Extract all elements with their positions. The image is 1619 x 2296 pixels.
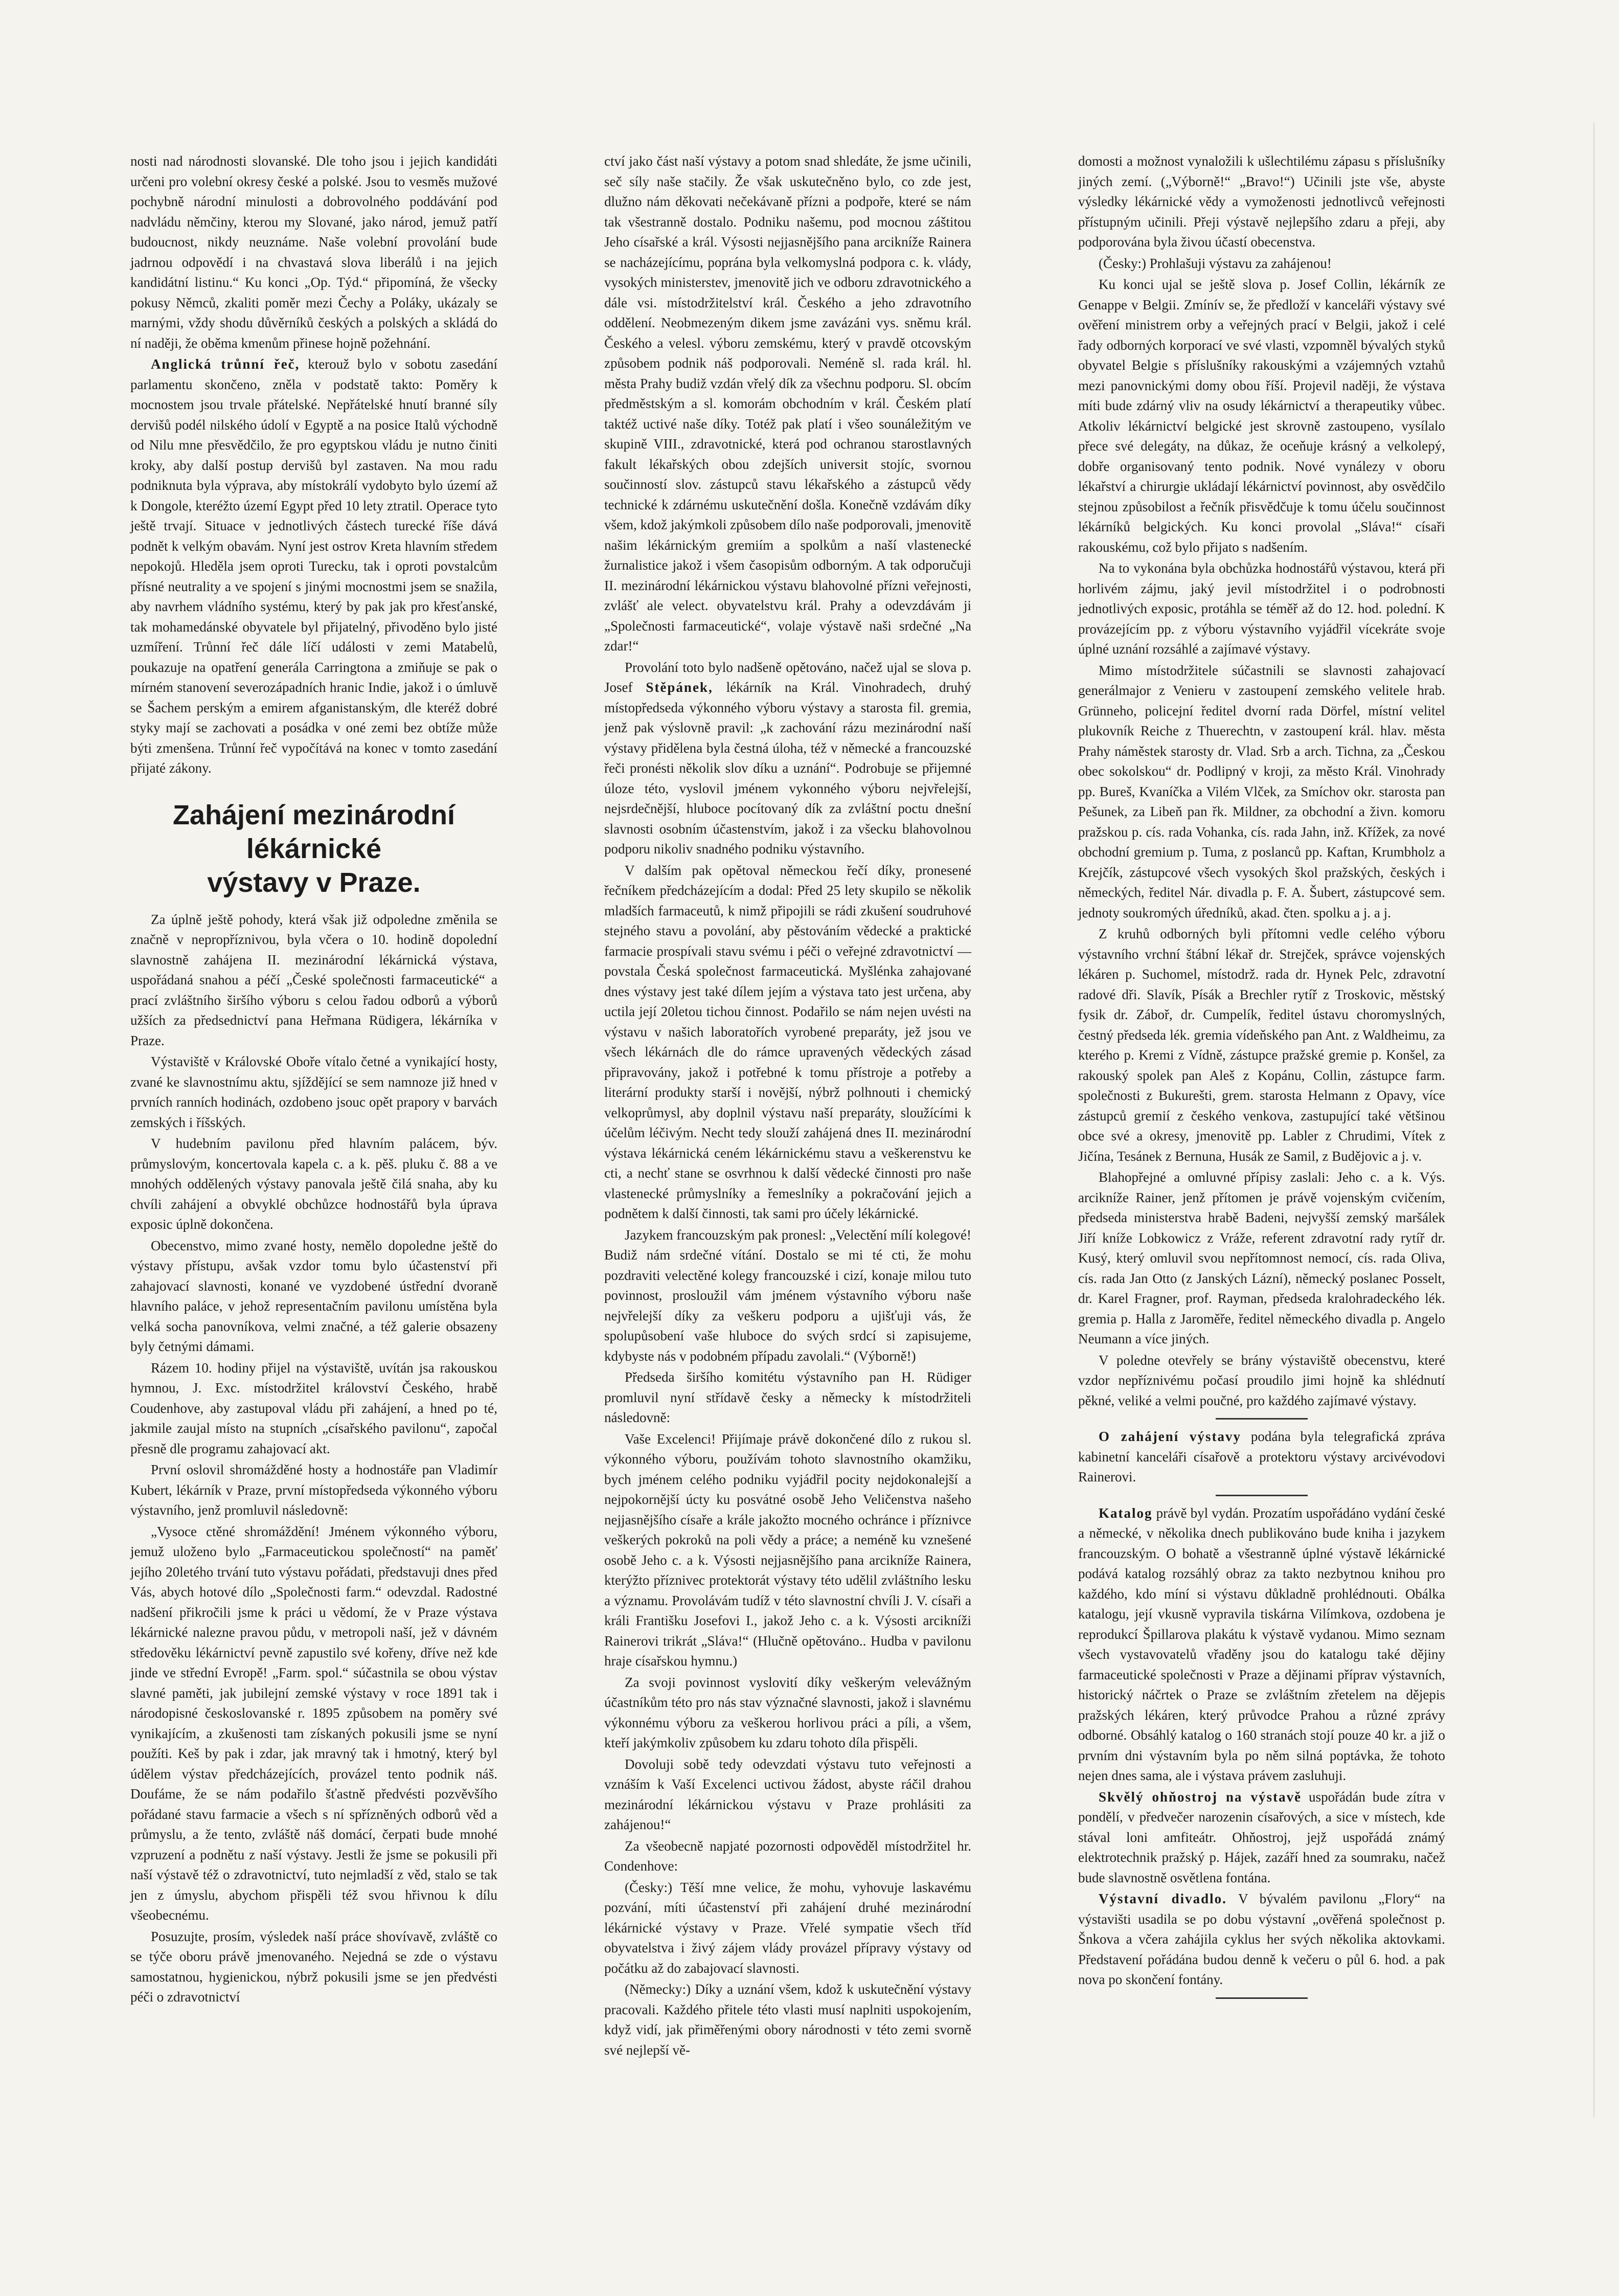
- news-item: [1078, 1503, 1445, 1786]
- section-divider: [1216, 1418, 1308, 1420]
- paragraph: Za úplně ještě pohody, která však již odpoledne změnila se značně v nepropříznivou, byla včera o 10. hodině dopolední slavnostně zahájena II. mezinárodní lékárnická výstava, uspořádaná snahou a péčí „České společnosti farmaceutické“ a prací zvláštního širšího výboru s celou řadou odborů a výborů užších za předsednictví pana Heřmana Rüdigera, lékárníka v Praze.: [130, 911, 497, 1048]
- paragraph: Posuzujte, prosím, výsledek naší práce shovívavě, zvláště co se týče oboru právě jmenovaného. Nejedná se zde o výstavu samostatnou, hygienickou, nýbrž pokusili jsme se jen předvésti péči o zdravotnictví: [130, 1928, 497, 2005]
- paragraph: Obecenstvo, mimo zvané hosty, nemělo dopoledne ještě do výstavy přístupu, avšak vzdor tomu bylo účastenství při zahajovací slavnosti, konané ve vyzdobené ústřední dvoraně hlavního paláce, v jehož representačním pavilonu umístěna byla velká socha panovníkova, velmi značné, a též galerie obsazeny byly četnými dámami.: [130, 1237, 497, 1354]
- paragraph: [604, 658, 971, 860]
- paragraph: V hudebním pavilonu před hlavním palácem, býv. průmyslovým, koncertovala kapela c. a k. pěš. pluku č. 88 a ve mnohých oddělených výstavy panovala ještě čilá snaha, aby ku chvíli zahájení a obvyklé obchůzce hodnostářů byla úprava exposic úplně dokončena.: [130, 1136, 497, 1232]
- column-middle: [604, 151, 971, 2060]
- paragraph: Blahopřejné a omluvné přípisy zaslali: Jeho c. a k. Výs. arcikníže Rainer, jenž přítomen je právě vojenským cvičením, předseda ministerstva hrabě Badeni, nejvyšší zemský maršálek Jiří kníže Lobkowicz z Vráže, referent zdravotní rady rytíř dr. Kusý, který omluvil svou nepřítomnost nemocí, cís. rada Oliva, cís. rada Jan Otto (z Janských Lázní), německý poslanec Posselt, dr. Karel Fragner, prof. Rayman, předseda kralohradeckého lék. gremia p. Halla z Jaroměře, ředitel německého divadla p. Angelo Neumann a více jiných.: [1078, 1169, 1445, 1346]
- paragraph: Dovoluji sobě tedy odevzdati výstavu tuto veřejnosti a vznáším k Vaší Excelenci uctivou žádost, abyste ráčil drahou mezinárodní lékárnickou výstavu v Praze prohlásiti za zahájenou!“: [604, 1756, 971, 1832]
- news-item: [1078, 1427, 1445, 1488]
- news-item: [1078, 1787, 1445, 1888]
- paragraph: Za svoji povinnost vyslovití díky veškerým velevážným účastníkům této pro nás stav význačné slavnosti, jakož i slavnému výkonnému výboru za veškerou horlivou práci a píli, a všem, kteří jakýmkoliv způsobem ku zdaru tohoto díla přispěli.: [604, 1674, 971, 1750]
- column-right: [1078, 151, 1445, 2006]
- news-item-text: podána byla telegrafická zpráva kabinetní kanceláři císařově a protektoru výstavy arcivévodovi Rainerovi.: [1078, 1429, 1445, 1484]
- news-item-text: V bývalém pavilonu „Flory“ na výstavišti usadila se po dobu výstavní „ověřená společnost p. Šnkova a včera zahájila cyklus her svých několika aktovkami. Představení pořádána budou denně k večeru o půl 6. hod. a pak nova po skončení fontány.: [1078, 1891, 1445, 1987]
- paragraph: V poledne otevřely se brány výstaviště obecenstvu, které vzdor nepříznivému počasí proudilo jimi hojně ka shlédnutí pěkné, veliké a velmi poučné, pro každého zajímavé výstavy.: [1078, 1352, 1445, 1408]
- paragraph: nosti nad národnosti slovanské. Dle toho jsou i jejich kandidáti určeni pro volební okresy české a polské. Jsou to vesměs mužové pochybně národní minulosti a dobrovolného poddávání pod nadvládu němčiny, kterou my Slované, jako národ, jemuž patří budoucnost, nikdy neuznáme. Naše volební provolání bude jadrnou odpovědí i na chvastavá slova liberálů i na jejich kandidátní listinu.“ Ku konci „Op. Týd.“ připomíná, že všecky pokusy Němců, zkaliti poměr mezi Čechy a Poláky, ukázaly se marnými, vždy shodu důvěrníků českých a polských a skládá do ní naději, že oběma kmenům přinese hojně požehnání.: [130, 153, 497, 351]
- news-item-text: uspořádán bude zítra v pondělí, v předvečer narozenin císařových, a sice v místech, kde stával loni amfiteátr. Ohňostroj, jejž uspořádá známý elektrotechnik pražský p. Hájek, zazáří hned za soumraku, načež bude slavnostně osvětlena fontána.: [1078, 1789, 1446, 1885]
- news-item-heading: Katalog: [1099, 1505, 1153, 1521]
- section-heading: Anglická trůnní řeč,: [151, 356, 300, 372]
- paragraph: Předseda širšího komitétu výstavního pan H. Rüdiger promluvil nyní střídavě česky a německy k místodržiteli následovně:: [604, 1369, 971, 1425]
- news-item: [1078, 1889, 1445, 1990]
- paragraph: Mimo místodržitele súčastnili se slavnosti zahajovací generálmajor z Venieru v zastoupení zemského velitele hrab. Grünneho, policejní ředitel dvorní rada Dörfel, místní velitel plukovník Reiche z Thuerechtn, v zastoupení král. hlav. města Prahy náměstek starosty dr. Vlad. Srb a arch. Tichna, za „Českou obec sokolskou“ dr. Podlipný v kroji, za město Král. Vinohrady pp. Bureš, Kvaníčka a Vilém Vlček, za Smíchov okr. starosta pan Pešunek, za Libeň pan řk. Mildner, za obchodní a živn. komoru pražskou p. cís. rada Vohanka, cís. rada Jahn, inž. Křížek, za nové obchodní gremium p. Tuma, z poslanců pp. Kaftan, Krumbholz a Krejčík, zástupcové všech vysokých škol pražských, českých i německých, ředitel Nár. divadla p. F. A. Šubert, zástupcové sem. jednoty soukromých úředníků, akad. čten. spolku a j. a j.: [1078, 662, 1445, 920]
- paragraph: (Německy:) Díky a uznání všem, kdož k uskutečnění výstavy pracovali. Každého přitele této vlasti musí naplniti uspokojením, když vidí, jak přiměřenými obory národnosti v této zemi svorně své nejlepší vě-: [604, 1982, 971, 2058]
- news-item-heading: O zahájení výstavy: [1099, 1429, 1242, 1444]
- paragraph: V dalším pak opětoval německou řečí díky, pronesené řečníkem předcházejícím a dodal: Před 25 lety skupilo se několik mladších farmaceutů, k nimž připojili se rádi zkušení soudruhové stejného stavu a povolání, aby pěstováním vědecké a praktické farmacie prospívali stavu svému i péči o veřejné zdravotnictví — povstala Česká společnost farmaceutická. Myšlénka zahajované dnes výstavy jest také dílem jejím a výstava tato jest určena, aby uctila její 20letou tichou činnost. Podařilo se nám nejen uvésti na výstavu v našich laboratořích vyrobené preparáty, jež jsou ve všech lékárnách dle do rámce upravených vědeckých zásad připravovány, jakož i potřebné k tomu přístroje a potřeby a literární produkty starší i novější, nýbrž polhnouti i chemický velkoprůmysl, aby doplnil výstavu naší preparáty, sloužícími k účelům léčivým. Necht tedy slouží zahájená dnes II. mezinárodní výstava lékárnická ceném lékárnickému stavu a veškerenstvu ke cti, a nechť stane se osvrhnou k další vědecké činnosti pro naše vlastenecké průmyslníky a řemeslníky a pokračování jejich a podnětem k další činnosti, tak sami pro účely lékárnické.: [604, 862, 971, 1221]
- paragraph: První oslovil shromážděné hosty a hodnostáře pan Vladimír Kubert, lékárník v Praze, první místopředseda výkonného výboru výstavního, jenž promluvil následovně:: [130, 1462, 497, 1518]
- paragraph: Za všeobecně napjaté pozornosti odpověděl místodržitel hr. Condenhove:: [604, 1838, 971, 1874]
- paragraph: Ku konci ujal se ještě slova p. Josef Collin, lékárník ze Genappe v Belgii. Zmínív se, že předloží v kanceláři výstavy své ověření ministrem orby a veřejných prací v Belgii, jakož i celé řady odborných korporací ve své vlasti, vzpomněl bývalých styků obyvatel Belgie s příslušníky rakouskými a vzájemných vztahů mezi panovnickými domy obou říší. Projevil naději, že výstava míti bude zdárný vliv na osudy lékárnictví a therapeutiky vůbec. Atkoliv lékárnictví belgické jest skrovně zastoupeno, vysílalo přece své delegáty, na důkaz, že oceňuje krásný a velkolepý, dobře organisovaný tento podnik. Nové vynálezy v oboru lékařství a chirurgie ukládají lékárnictví povinnost, aby osvědčilo stejnou způsobilost a řečník přisvědčuje k tomu účelu součinnost lékárníků belgických. Ku konci provolal „Sláva!“ císaři rakouskému, což bylo přijato s nadšením.: [1078, 277, 1445, 555]
- paragraph: domosti a možnost vynaložili k ušlechtilému zápasu s příslušníky jiných zemí. („Výborně!“ „Bravo!“) Učinili jste vše, abyste výsledky lékárnické vědy a vymoženosti jednotlivců veřejnosti přístupným učinili. Přeji výstavě nejlepšího zdaru a přeji, aby podporována byla živou účastí obecenstva.: [1078, 153, 1445, 250]
- paragraph: (Česky:) Prohlašuji výstavu za zahájenou!: [1099, 255, 1332, 271]
- article-title-line: výstavy v Praze.: [207, 867, 421, 898]
- paragraph: ctví jako část naší výstavy a potom snad shledáte, že jsme učinili, seč síly naše stačily. Že však uskutečněno bylo, co zde jest, dlužno nám děkovati nečekávaně přízni a podpoře, které se nám tak všestranně dostalo. Podniku našemu, pod mocnou záštitou Jeho císařské a král. Výsosti nejjasnějšího pana arcikníže Rainera se nacházejícímu, poprána byla velkomyslná podpora c. k. vlády, vysokých ministerstev, jmenovitě jich ve odboru zdravotnického a dále vsi. místodržitelství král. Českého a jeho zdravotního oddělení. Neobmezeným dikem jsme zavázáni vys. sněmu král. Českého a velesl. výboru zemskému, který v pravdě otcovským způsobem podnik náš podporovali. Neméně sl. rada král. hl. města Prahy budiž vzdán vřelý dík za všechnu podporu. Sl. obcím předměstským a sl. komorám obchodním v král. Českém platí taktéž uctivé naše díky. Totéž pak platí i všeo sounáležitým ve skupině VIII., zdravotnické, která pod ochranou starostlavných fakult lékařských obou zdejších universit stojíc, svornou součinností slov. zástupců stavu lékařského a zástupců vědy technické k zdárnému uskutečnění došla. Konečně vzdávám díky všem, kdož jakýmkoli způsobem dílo naše podporovali, jmenovitě našim lékárnickým gremiím a spolkům a naší vlastenecké žurnalistice jakož i všem časopisům odborným. A tak odporučuji II. mezinárodní lékárnickou výstavu blahovolné přízni veřejnosti, zvlášť ale velect. obyvatelstvu král. Prahy a odevzdávám ji „Společnosti farmaceutické“, volaje výstavě naši srdečné „Na zdar!“: [604, 153, 971, 654]
- paragraph: [130, 354, 497, 779]
- paragraph: Vaše Excelenci! Přijímaje právě dokončené dílo z rukou sl. výkonného výboru, používám tohoto slavnostního okamžiku, bych jménem celého podniku vyjádřil pocity nejdokonalejší a nejpokornější úcty ku posvátné osobě Jeho Veličenstva našeho nejjasnějšího císaře a krále jakožto mocného ochránce i příznivce veškerých pokroků na poli vědy a práce; a neméně ku vznešené osobě Jeho c. a k. Výsosti nejjasnějšího pana arcikníže Rainera, kterýžto příznivec protektorát výstavy této udělil zvláštního lesku a významu. Provolávám tudíž v této slavnostní chvíli J. V. císaři a králi Františku Josefovi I., jakož Jeho c. a k. Výsosti arcikníži Rainerovi trikrát „Sláva!“ (Hlučně opětováno.. Hudba v pavilonu hraje císařskou hymnu.): [604, 1431, 971, 1669]
- news-item-text: právě byl vydán. Prozatím uspořádáno vydání české a německé, v několika dnech publikováno bude kniha i jazykem francouzským. O bohatě a všestranně úplné výstavě lékárnické podává katalog rozsáhlý obraz za takto nezbytnou knihou pro každého, kdo míní si výstavu důkladně prohlédnouti. Obálka katalogu, její vkusně vypravila tiskárna Vilímkova, ozdobena je reprodukcí Špillarova plakátu k výstavě vydanou. Mimo seznam všech vystavovatelů vřaděny jsou do katalogu také dějiny farmaceutické společnosti v Praze a dějinami příprav výstavních, historický náčrtek o Praze se zvláštním zřetelem na dějepis pražských lékáren, který průvodce Prahou a různé zprávy odborné. Obsáhlý katalog o 160 stranách stojí pouze 40 kr. a již o prvním dni výstavním byla po něm silná poptávka, že tohoto nejen dnes sama, ale i výstava právem zasluhuji.: [1078, 1505, 1446, 1783]
- section-divider: [1216, 1495, 1308, 1496]
- column-left: [130, 151, 497, 2008]
- paragraph: Rázem 10. hodiny přijel na výstaviště, uvítán jsa rakouskou hymnou, J. Exc. místodržitel království Českého, hrabě Coudenhove, aby zastupoval vládu při zahájení, a hned po té, jakmile zaujal místo na stupních „císařského pavilonu“, započal přesně dle programu zahajovací akt.: [130, 1360, 497, 1456]
- paragraph: Z kruhů odborných byli přítomni vedle celého výboru výstavního vrchní štábní lékař dr. Strejček, správce vojenských lékáren p. Suchomel, místodrž. rada dr. Hynek Pelc, zdravotní radové dři. Slavík, Písák a Brechler rytíř z Troskovic, městský fysik dr. Záboř, dr. Cumpelík, ředitel ústavu choromyslných, čestný předseda lék. gremia vídeňského pan Ant. z Waldheimu, za kterého p. Kremi z Vídně, zástupce pražské gremie p. Konšel, za rakouský spolek pan Aleš z Kopánu, Collin, zástupce farm. společnosti z Bukurešti, grem. starosta Helmann z Opavy, více zástupců gremií z českého venkova, zastupující také většinou obce své a okresy, jmenovitě pp. Labler z Chrudimi, Vítek z Jičína, Tesánek z Bernuna, Husák ze Samil, z Budějovic a j. v.: [1078, 926, 1445, 1164]
- news-item-heading: Výstavní divadlo.: [1099, 1891, 1227, 1906]
- paragraph: Na to vykonána byla obchůzka hodnostářů výstavou, která při horlivém zájmu, jaký jevil místodržitel i o podrobnosti jednotlivých exposic, protáhla se téměř až do 12. hod. polední. K provázejícím pp. z výboru výstavního vyjádřil vícekráte svoje úplné uznání rozsáhlé a zajímavé výstavy.: [1078, 560, 1445, 657]
- end-divider: [1216, 1997, 1308, 1999]
- paragraph: Jazykem francouzským pak pronesl: „Velectění mílí kolegové! Budiž nám srdečné vítání. Dostalo se mi té cti, že mohu pozdraviti velectěné kolegy francouzské i cizí, konaje milou tuto povinnost, prosloužil vám jménem výstavního výboru naše nejvřelejší díky za veškeru podporu a ujišťuji vás, že spolupůsobení vaše hluboce do svých srdcí si zapisujeme, kdybyste nás v podobném případu zavolali.“ (Výborně!): [604, 1227, 971, 1364]
- paragraph-text: lékárník na Král. Vinohradech, druhý místopředseda výkonného výboru výstavy a starosta fil. gremia, jenž pak výslovně pravil: „k zachování rázu mezinárodní naší výstavy přidělena byla čestná úloha, též v německé a francouzské řeči pronésti několik slov díku a uznání“. Podrobuje se přijemné úloze této, vyslovil jménem vykonného výboru nejvřelejší, nejsrdečnější, hluboce pocítovaný dík za zvláštní poctu dnešní slavnosti osobním účastenstvím, jakož i za všecku blahovolnou podporu nikoliv snadného podniku výstavního.: [604, 680, 972, 857]
- article-title-line: Zahájení mezinárodní lékárnické: [172, 799, 455, 864]
- article-title: [130, 798, 497, 899]
- person-name: Stěpánek,: [646, 680, 713, 695]
- page-edge-shadow: [1593, 123, 1599, 2117]
- paragraph-text: Provolání toto bylo nadšeně opětováno, načež ujal se slova p. Josef: [604, 659, 971, 695]
- paragraph: (Česky:) Těší mne velice, že mohu, vyhovuje laskavému pozvání, míti účastenství při zahájení druhé mezinárodní lékárnické výstavy v Praze. Vřelé sympatie všech tříd obyvatelstva i živý zájem vlády provázel přípravy výstavy od počátku až do zabajovací slavnosti.: [604, 1879, 971, 1976]
- paragraph: „Vysoce ctěné shromáždění! Jménem výkonného výboru, jemuž uloženo bylo „Farmaceutickou společností“ na paměť jejího 20letého trvání tuto výstavu pořádati, představuji dnes před Vás, abych hotové dílo „Společnosti farm.“ odevzdal. Radostné nadšení přikročili jsme k práci u vědomí, že v Praze výstava lékárnické nalezne pravou půdu, v metropoli naší, jež v dávném středověku lékárnictví pevně zapustilo své kořeny, dříve než kde jinde ve střední Evropě! „Farm. spol.“ súčastnila se obou výstav slavné paměti, jak jubilejní zemské výstavy v roce 1891 tak i národopisné českoslovanské r. 1895 způsobem na poměry své vynikajícím, a zkušenosti tam získaných pokusili jsme se nyní použíti. Keš by pak i zdar, jak mravný tak i hmotný, který byl údělem výstav předcházejících, provázel tento podnik náš. Doufáme, že se nám podařilo šťastně předvésti pozvěvšího pořádané stavu farmacie a všech s ní spřízněných odborů věd a průmyslu, a že tento, zvláště náš domácí, čerpati bude mnohé vzpruzení a podnětu z naší výstavy. Jestli že jsme se pokusili při naší výstavě též o zdravotnictví, tuto nejmladší z věd, stalo se tak jen z úmyslu, abychom přispěli též svou hřivnou k dílu všeobecnému.: [130, 1523, 497, 1923]
- paragraph: Výstaviště v Královské Oboře vítalo četné a vynikající hosty, zvané ke slavnostnímu aktu, sjíždějící se sem namnoze již hned v prvních ranních hodinách, ozdobeno jsouc opět prapory v barvách zemských i říšských.: [130, 1054, 497, 1130]
- paragraph-text: kterouž bylo v sobotu zasedání parlamentu skončeno, zněla v podstatě takto: Poměry k mocnostem jsou trvale přátelské. Nepřátelské hnutí branné síly dervišů podél nilského údolí v Egyptě a na posice Italů východně od Nilu mne přesvědčilo, že pro egyptskou vládu je nutno činiti kroky, aby další postup dervišů byl zastaven. Na mou radu podniknuta byla výprava, aby místokrálí vydobyto bylo území až k Dongole, kteréžto území Egypt před 10 lety ztratil. Operace tyto ještě trvají. Situace v jednotlivých částech turecké říše dává podnět k velkým obavám. Nyní jest ostrov Kreta hlavním středem nepokojů. Hleděla jsem oproti Turecku, tak i oproti povstalcům přísné neutrality a ve spojení s jinými mocnostmi jsem se snažila, aby navrhem vládního systému, který by pak jak pro křesťanské, tak mohamedánské obyvatele byl přijatelný, přivoděno bylo jisté uzmíření. Trůnní řeč dále líčí události v zemi Matabelů, poukazuje na opatření generála Carringtona a zmiňuje se pak o mírném stanovení severozápadních hranic Indie, jakož i o úmluvě se Šachem perským a emirem afganistanským, dle kteréž dobré styky mají se zachovati a posádka v oné zemi bez obtíže může býti zmenšena. Trůnní řeč vypočítává na konec v tomto zasedání přijaté zákony.: [130, 356, 498, 776]
- news-item-heading: Skvělý ohňostroj na výstavě: [1099, 1789, 1302, 1805]
